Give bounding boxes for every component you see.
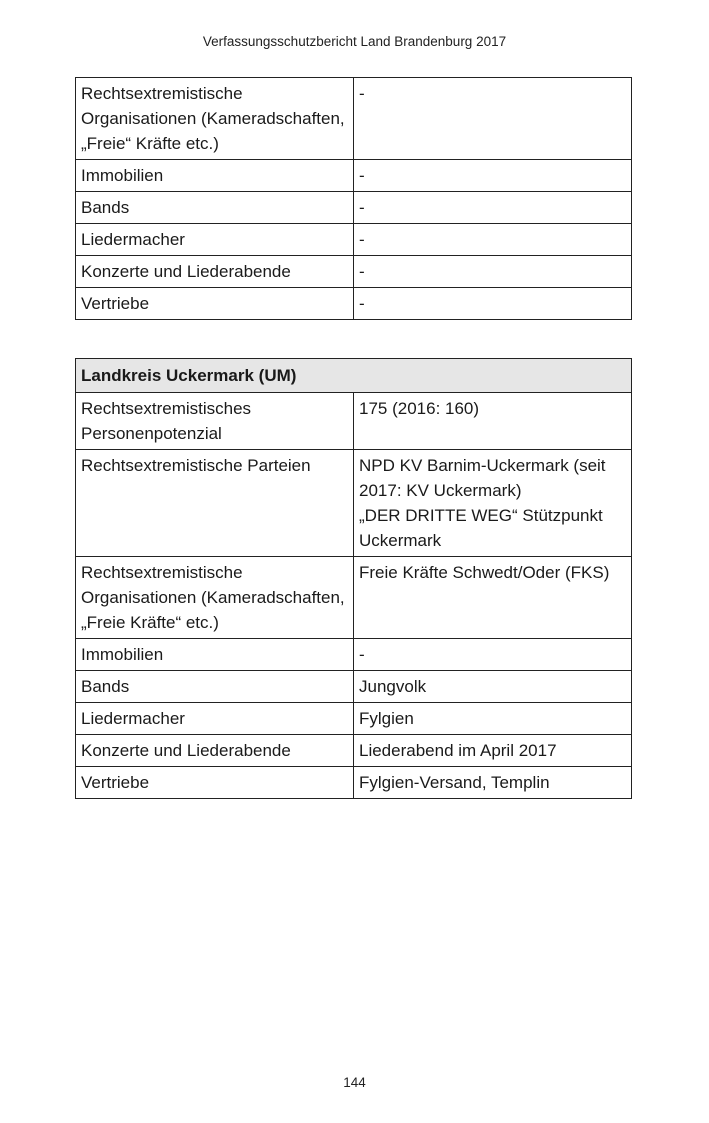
row-label — [76, 256, 354, 288]
table-row — [76, 557, 632, 639]
row-value — [354, 671, 632, 703]
table-row — [76, 192, 632, 224]
table-row — [76, 703, 632, 735]
row-label — [76, 735, 354, 767]
table-previous-district-continued — [75, 77, 632, 320]
cell-line: Organisationen (Kameradschaften, — [81, 588, 345, 607]
table-row — [76, 767, 632, 799]
table-row — [76, 639, 632, 671]
table-row — [76, 735, 632, 767]
cell-line: Konzerte und Liederabende — [81, 741, 291, 760]
row-value — [354, 256, 632, 288]
row-label — [76, 160, 354, 192]
cell-line: Personenpotenzial — [81, 424, 222, 443]
cell-line: Rechtsextremistische — [81, 84, 243, 103]
table-landkreis-uckermark — [75, 358, 632, 799]
row-value — [354, 703, 632, 735]
cell-line: Fylgien — [359, 709, 414, 728]
cell-line: Immobilien — [81, 645, 164, 664]
cell-line: „DER DRITTE WEG“ Stützpunkt — [359, 506, 603, 525]
row-value — [354, 288, 632, 320]
cell-line: 2017: KV Uckermark) — [359, 481, 522, 500]
row-label — [76, 288, 354, 320]
row-value — [354, 224, 632, 256]
cell-line: Bands — [81, 198, 130, 217]
cell-line: Vertriebe — [81, 294, 150, 313]
cell-line: Rechtsextremistisches — [81, 399, 252, 418]
cell-line: Liedermacher — [81, 709, 185, 728]
cell-line: „Freie“ Kräfte etc.) — [81, 134, 219, 153]
page-header: Verfassungsschutzbericht Land Brandenburg 2017 — [202, 34, 507, 49]
row-value — [354, 192, 632, 224]
cell-line: - — [359, 645, 365, 664]
table-row — [76, 450, 632, 557]
row-label — [76, 78, 354, 160]
row-label — [76, 557, 354, 639]
cell-line: NPD KV Barnim-Uckermark (seit — [359, 456, 606, 475]
table-row — [76, 78, 632, 160]
cell-line: Liederabend im April 2017 — [359, 741, 557, 760]
table-body — [76, 78, 632, 320]
table-title: Landkreis Uckermark (UM) — [76, 359, 632, 393]
table-row — [76, 671, 632, 703]
cell-line: - — [359, 84, 365, 103]
row-label — [76, 192, 354, 224]
row-label — [76, 450, 354, 557]
row-label — [76, 639, 354, 671]
cell-line: Rechtsextremistische — [81, 563, 243, 582]
row-value — [354, 735, 632, 767]
row-value — [354, 160, 632, 192]
table-row — [76, 393, 632, 450]
cell-line: Konzerte und Liederabende — [81, 262, 291, 281]
cell-line: Bands — [81, 677, 130, 696]
cell-line: - — [359, 294, 365, 313]
cell-line: Uckermark — [359, 531, 442, 550]
row-label — [76, 703, 354, 735]
row-label — [76, 671, 354, 703]
row-value — [354, 767, 632, 799]
cell-line: Liedermacher — [81, 230, 185, 249]
cell-line: - — [359, 198, 365, 217]
table-row — [76, 224, 632, 256]
row-label — [76, 224, 354, 256]
row-value — [354, 393, 632, 450]
table-title-row — [76, 359, 632, 393]
row-value — [354, 450, 632, 557]
table-row — [76, 256, 632, 288]
row-value — [354, 639, 632, 671]
cell-line: Organisationen (Kameradschaften, — [81, 109, 345, 128]
row-value — [354, 557, 632, 639]
table-row — [76, 288, 632, 320]
cell-line: - — [359, 166, 365, 185]
cell-line: Jungvolk — [359, 677, 427, 696]
table-row — [76, 160, 632, 192]
table-body — [76, 359, 632, 799]
row-value — [354, 78, 632, 160]
cell-line: - — [359, 262, 365, 281]
cell-line: 175 (2016: 160) — [359, 399, 480, 418]
cell-line: Immobilien — [81, 166, 164, 185]
cell-line: „Freie Kräfte“ etc.) — [81, 613, 219, 632]
cell-line: Rechtsextremistische Parteien — [81, 456, 311, 475]
row-label — [76, 767, 354, 799]
cell-line: Fylgien-Versand, Templin — [359, 773, 550, 792]
cell-line: Freie Kräfte Schwedt/Oder (FKS) — [359, 563, 610, 582]
cell-line: - — [359, 230, 365, 249]
cell-line: Vertriebe — [81, 773, 150, 792]
page-number: 144 — [343, 1075, 366, 1090]
row-label — [76, 393, 354, 450]
